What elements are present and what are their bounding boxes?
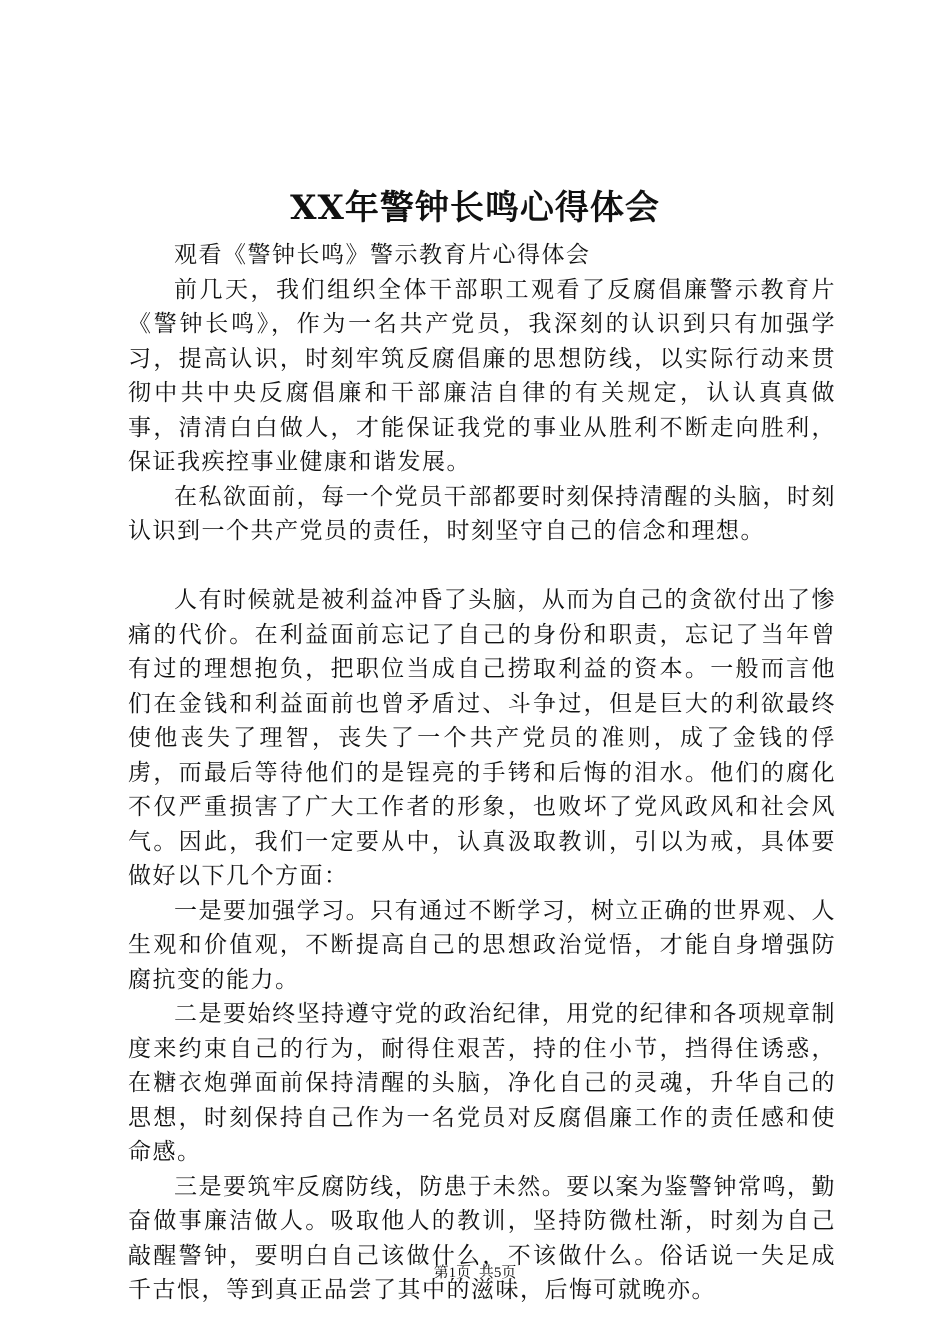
body-paragraph: 三是要筑牢反腐防线，防患于未然。要以案为鉴警钟常鸣，勤奋做事廉洁做人。吸取他人的教训，坚持防微杜渐，时刻为自己敲醒警钟，要明白自己该做什么，不该做什么。俗话说一失足成千古恨，等到真正品尝了其中的滋味，后悔可就晚亦。 bbox=[128, 1173, 836, 1303]
blank-line bbox=[128, 549, 836, 584]
body-paragraph: 人有时候就是被利益冲昏了头脑，从而为自己的贪欲付出了惨痛的代价。在利益面前忘记了自己的身份和职责，忘记了当年曾有过的理想抱负，把职位当成自己捞取利益的资本。一般而言他们在金钱和利益面前也曾矛盾过、斗争过，但是巨大的利欲最终使他丧失了理智，丧失了一个共产党员的准则，成了金钱的俘虏，而最后等待他们的是锃亮的手铐和后悔的泪水。他们的腐化不仅严重损害了广大工作者的形象，也败坏了党风政风和社会风气。因此，我们一定要从中，认真汲取教训，引以为戒，具体要做好以下几个方面： bbox=[128, 587, 836, 889]
body-paragraph: 二是要始终坚持遵守党的政治纪律，用党的纪律和各项规章制度来约束自己的行为，耐得住艰苦，持的住小节，挡得住诱惑，在糖衣炮弹面前保持清醒的头脑，净化自己的灵魂，升华自己的思想，时刻保持自己作为一名党员对反腐倡廉工作的责任感和使命感。 bbox=[128, 1001, 836, 1165]
body-paragraph: 一是要加强学习。只有通过不断学习，树立正确的世界观、人生观和价值观，不断提高自己的思想政治觉悟，才能自身增强防腐抗变的能力。 bbox=[128, 897, 836, 993]
page-number: 第1页 bbox=[433, 1265, 472, 1281]
document-body bbox=[128, 238, 836, 1308]
document-title: XX年警钟长鸣心得体会 bbox=[290, 188, 660, 228]
page-footer bbox=[0, 1262, 950, 1284]
page-total: 共5页 bbox=[478, 1265, 517, 1281]
body-paragraph: 前几天，我们组织全体干部职工观看了反腐倡廉警示教育片《警钟长鸣》，作为一名共产党员，我深刻的认识到只有加强学习，提高认识，时刻牢筑反腐倡廉的思想防线，以实际行动来贯彻中共中央反腐倡廉和干部廉洁自律的有关规定，认认真真做事，清清白白做人，才能保证我党的事业从胜利不断走向胜利，保证我疾控事业健康和谐发展。 bbox=[128, 276, 836, 475]
subtitle-paragraph: 观看《警钟长鸣》警示教育片心得体会 bbox=[174, 242, 591, 268]
body-paragraph: 在私欲面前，每一个党员干部都要时刻保持清醒的头脑，时刻认识到一个共产党员的责任，时刻坚守自己的信念和理想。 bbox=[128, 483, 836, 544]
